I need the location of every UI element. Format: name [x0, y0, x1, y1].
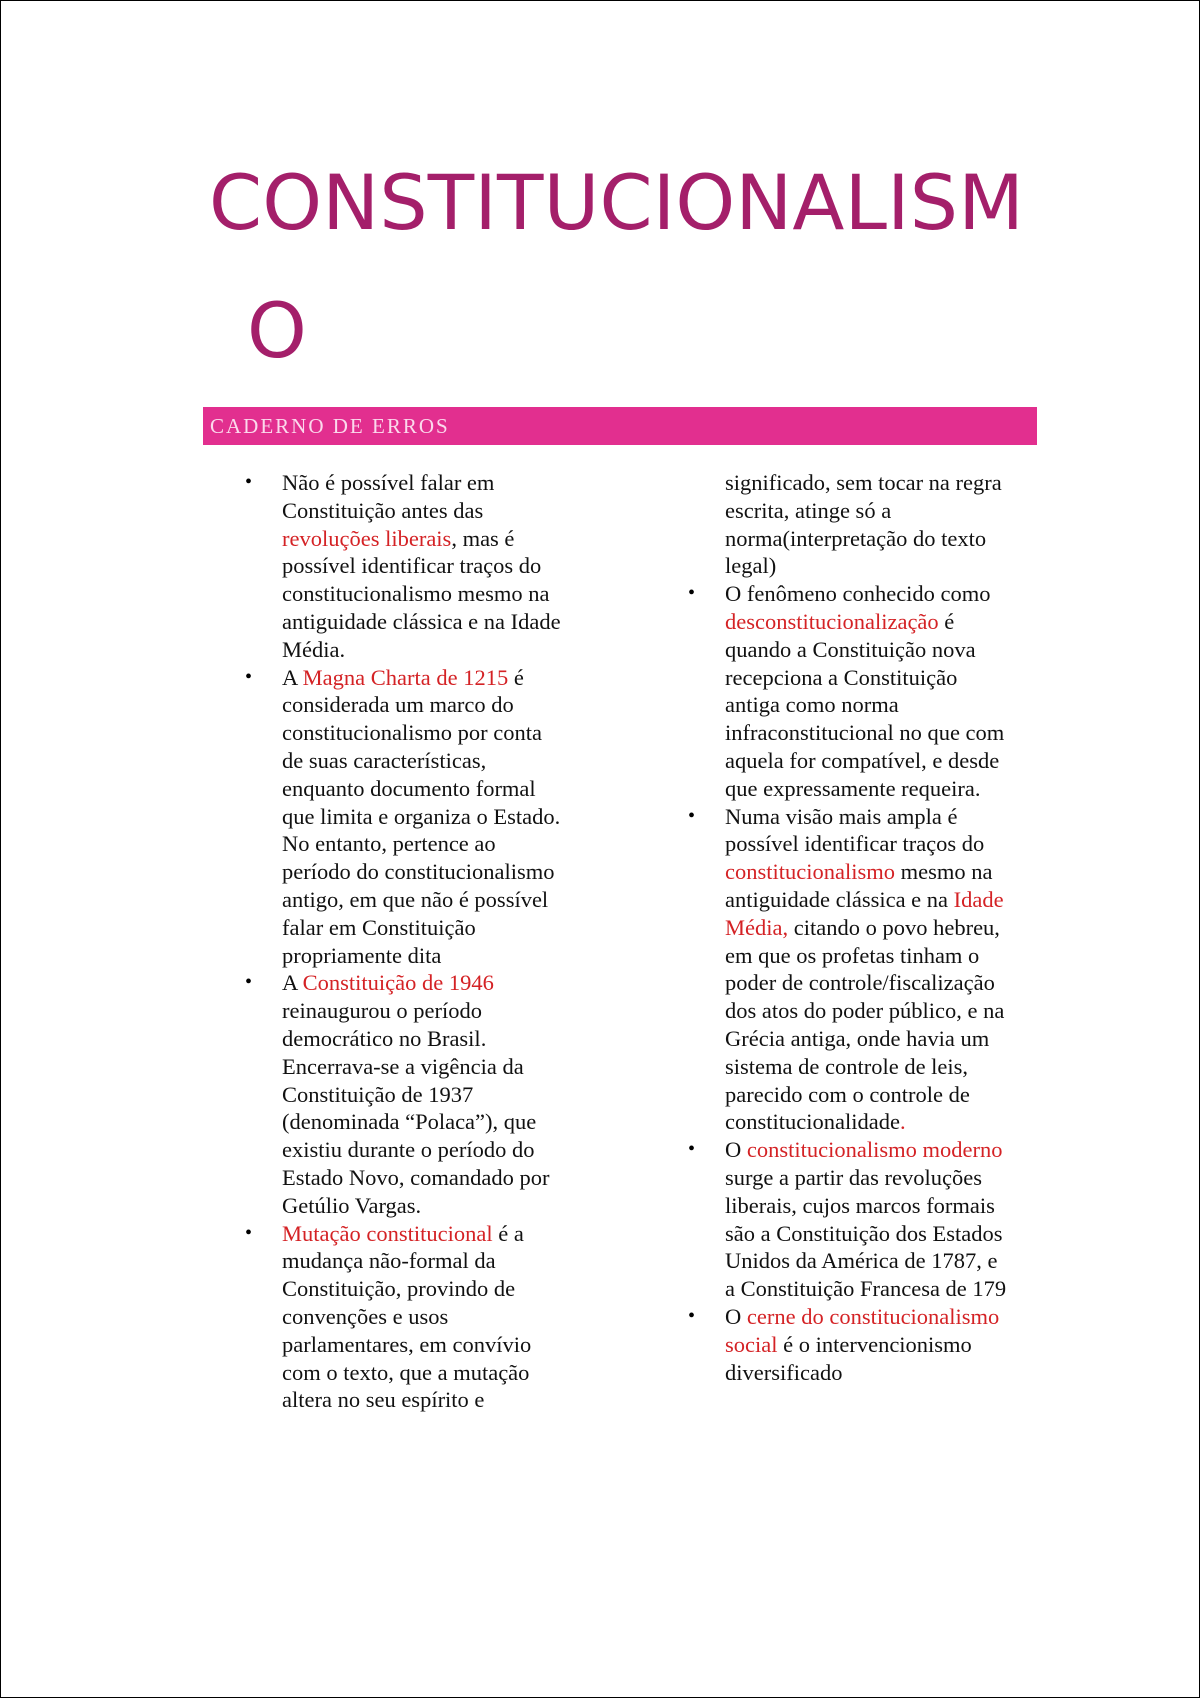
list-item-line: [688, 942, 1068, 970]
text-segment: recepciona a Constituição: [725, 664, 958, 690]
list-item-line: [688, 608, 1068, 636]
text-segment: Grécia antiga, onde havia um: [725, 1025, 990, 1051]
text-segment: considerada um marco do: [282, 692, 514, 718]
highlighted-text: Idade: [953, 886, 1004, 912]
list-item-line: [245, 858, 625, 886]
list-item-line: [245, 691, 625, 719]
list-item-line: [688, 1025, 1068, 1053]
text-segment: legal): [725, 553, 777, 579]
text-segment: Encerrava-se a vigência da: [282, 1053, 524, 1079]
text-segment: constitucionalidade: [725, 1109, 900, 1135]
text-segment: poder de controle/fiscalização: [725, 970, 995, 996]
list-item-line: [245, 1192, 625, 1220]
text-segment: O: [725, 1303, 747, 1329]
text-segment: existiu durante o período do: [282, 1137, 535, 1163]
list-item-line: [688, 1331, 1068, 1359]
highlighted-text: constitucionalismo moderno: [746, 1137, 1003, 1163]
text-segment: Numa visão mais ampla é: [725, 803, 958, 829]
text-segment: a Constituição Francesa de 179: [725, 1276, 1007, 1302]
text-segment: antiguidade clássica e na Idade: [282, 608, 561, 634]
text-segment: é: [508, 664, 524, 690]
list-item-line: [688, 1275, 1068, 1303]
text-segment: antigo, em que não é possível: [282, 886, 549, 912]
text-segment: que expressamente requeira.: [725, 775, 981, 801]
bullet-icon: •: [245, 1221, 253, 1244]
text-segment: diversificado: [725, 1359, 843, 1385]
list-item-line: [245, 1081, 625, 1109]
highlighted-text: revoluções liberais: [282, 525, 452, 551]
list-item-line: [245, 497, 625, 525]
list-item-line: [688, 747, 1068, 775]
list-item-line: [688, 1164, 1068, 1192]
list-item-line: [688, 886, 1068, 914]
list-item-line: [245, 1359, 625, 1387]
bullet-icon: •: [245, 971, 253, 994]
left-column: [245, 469, 625, 1414]
list-item-line: [688, 469, 1068, 497]
list-item-line: [245, 636, 625, 664]
title-line-1: CONSTITUCIONALISM: [209, 158, 1024, 247]
list-item-line: [688, 497, 1068, 525]
list-item-line: [245, 1275, 625, 1303]
text-segment: sistema de controle de leis,: [725, 1053, 969, 1079]
list-item-line: [688, 997, 1068, 1025]
list-item-line: [245, 1108, 625, 1136]
list-item-line: [688, 830, 1068, 858]
list-item-line: [688, 858, 1068, 886]
list-item-line: [688, 1192, 1068, 1220]
text-segment: possível identificar traços do: [725, 831, 985, 857]
list-item-line: [245, 1386, 625, 1414]
highlighted-text: desconstitucionalização: [725, 608, 939, 634]
text-segment: infraconstitucional no que com: [725, 720, 1005, 746]
text-segment: enquanto documento formal: [282, 775, 536, 801]
list-item-start: [245, 469, 625, 497]
list-item-line: [688, 1053, 1068, 1081]
highlighted-text: Média,: [725, 914, 789, 940]
text-segment: de suas características,: [282, 747, 487, 773]
list-item-line: [245, 1053, 625, 1081]
text-segment: Média.: [282, 636, 346, 662]
list-item-line: [245, 747, 625, 775]
text-segment: propriamente dita: [282, 942, 442, 968]
list-item-line: [245, 525, 625, 553]
text-segment: reinaugurou o período: [282, 998, 482, 1024]
list-item-start: [245, 1220, 625, 1248]
text-segment: Constituição de 1937: [282, 1081, 474, 1107]
list-item-line: [245, 775, 625, 803]
right-column: [688, 469, 1068, 1386]
page-title: [209, 139, 1024, 395]
title-line-2: O: [247, 286, 308, 375]
text-segment: parlamentares, em convívio: [282, 1331, 532, 1357]
text-segment: que limita e organiza o Estado.: [282, 803, 561, 829]
text-segment: constitucionalismo mesmo na: [282, 581, 550, 607]
text-segment: antiguidade clássica e na: [725, 886, 954, 912]
list-item-line: [245, 552, 625, 580]
text-segment: é: [938, 608, 955, 634]
list-item-line: [688, 969, 1068, 997]
list-item-line: [688, 552, 1068, 580]
list-item-line: [245, 1164, 625, 1192]
list-item-line: [688, 775, 1068, 803]
text-segment: possível identificar traços do: [282, 553, 542, 579]
list-item-line: [245, 830, 625, 858]
list-item-line: [245, 886, 625, 914]
list-item-line: [688, 914, 1068, 942]
highlighted-text: Constituição de 1946: [302, 970, 494, 996]
list-item-line: [245, 1247, 625, 1275]
text-segment: parecido com o controle de: [725, 1081, 970, 1107]
list-item-line: [245, 1025, 625, 1053]
text-segment: , mas é: [451, 525, 515, 551]
bullet-icon: •: [245, 471, 253, 493]
list-item-line: [688, 1220, 1068, 1248]
list-item-line: [245, 719, 625, 747]
text-segment: é o intervencionismo: [777, 1331, 972, 1357]
text-segment: O fenômeno conhecido como: [725, 581, 991, 607]
list-item-start: [245, 664, 625, 692]
list-item-line: [688, 1108, 1068, 1136]
text-segment: liberais, cujos marcos formais: [725, 1192, 995, 1218]
text-segment: com o texto, que a mutação: [282, 1359, 530, 1385]
text-segment: escrita, atinge só a: [725, 497, 892, 523]
text-segment: aquela for compatível, e desde: [725, 747, 1000, 773]
list-item-line: [245, 997, 625, 1025]
bullet-icon: •: [688, 582, 696, 605]
text-segment: Não é possível falar em: [282, 470, 495, 495]
text-segment: altera no seu espírito e: [282, 1387, 485, 1413]
text-segment: norma(interpretação do texto: [725, 525, 987, 551]
highlighted-text: constitucionalismo: [725, 859, 895, 885]
list-item-line: [245, 1331, 625, 1359]
list-item-start: [688, 803, 1068, 831]
text-segment: democrático no Brasil.: [282, 1025, 487, 1051]
list-item-start: [688, 580, 1068, 608]
text-segment: A: [282, 970, 303, 996]
text-segment: constitucionalismo por conta: [282, 720, 542, 746]
text-segment: surge a partir das revoluções: [725, 1164, 982, 1190]
highlighted-text: social: [725, 1331, 778, 1357]
text-segment: é a: [492, 1220, 524, 1246]
text-segment: são a Constituição dos Estados: [725, 1220, 1003, 1246]
text-segment: antiga como norma: [725, 692, 899, 718]
text-segment: O: [725, 1137, 747, 1163]
highlighted-text: Mutação constitucional: [282, 1220, 493, 1246]
text-segment: falar em Constituição: [282, 914, 476, 940]
section-banner: [203, 407, 1037, 445]
text-segment: Constituição, provindo de: [282, 1276, 516, 1302]
list-item-line: [245, 942, 625, 970]
list-item-line: [245, 1136, 625, 1164]
list-item-line: [245, 914, 625, 942]
text-segment: mudança não-formal da: [282, 1248, 496, 1274]
section-banner-label: CADERNO DE ERROS: [210, 414, 450, 438]
list-item-line: [688, 636, 1068, 664]
list-item-line: [688, 1359, 1068, 1387]
list-item-line: [688, 719, 1068, 747]
highlighted-text: cerne do constitucionalismo: [746, 1303, 1000, 1329]
highlighted-text: Magna Charta de 1215: [302, 664, 509, 690]
text-segment: em que os profetas tinham o: [725, 942, 980, 968]
bullet-icon: •: [688, 1138, 696, 1161]
list-item-line: [688, 691, 1068, 719]
text-segment: Constituição antes das: [282, 497, 484, 523]
text-segment: significado, sem tocar na regra: [725, 470, 1002, 495]
text-segment: mesmo na: [894, 859, 993, 885]
bullet-icon: •: [688, 1304, 696, 1327]
list-item-line: [688, 1247, 1068, 1275]
bullet-icon: •: [688, 804, 696, 827]
text-segment: A: [282, 664, 303, 690]
list-item-start: [245, 969, 625, 997]
highlighted-text: .: [899, 1109, 906, 1135]
list-item-start: [688, 1303, 1068, 1331]
list-item-line: [688, 525, 1068, 553]
text-segment: período do constitucionalismo: [282, 859, 555, 885]
list-item-line: [688, 664, 1068, 692]
text-segment: quando a Constituição nova: [725, 636, 976, 662]
bullet-icon: •: [245, 665, 253, 688]
list-item-start: [688, 1136, 1068, 1164]
text-segment: citando o povo hebreu,: [788, 914, 1000, 940]
text-segment: dos atos do poder público, e na: [725, 998, 1005, 1024]
text-segment: (denominada “Polaca”), que: [282, 1109, 537, 1135]
text-segment: Unidos da América de 1787, e: [725, 1248, 998, 1274]
list-item-line: [245, 1303, 625, 1331]
list-item-line: [245, 580, 625, 608]
text-segment: convenções e usos: [282, 1303, 449, 1329]
list-item-line: [245, 608, 625, 636]
text-segment: No entanto, pertence ao: [282, 831, 496, 857]
text-segment: Estado Novo, comandado por: [282, 1164, 550, 1190]
list-item-line: [688, 1081, 1068, 1109]
list-item-line: [245, 803, 625, 831]
text-segment: Getúlio Vargas.: [282, 1192, 422, 1218]
